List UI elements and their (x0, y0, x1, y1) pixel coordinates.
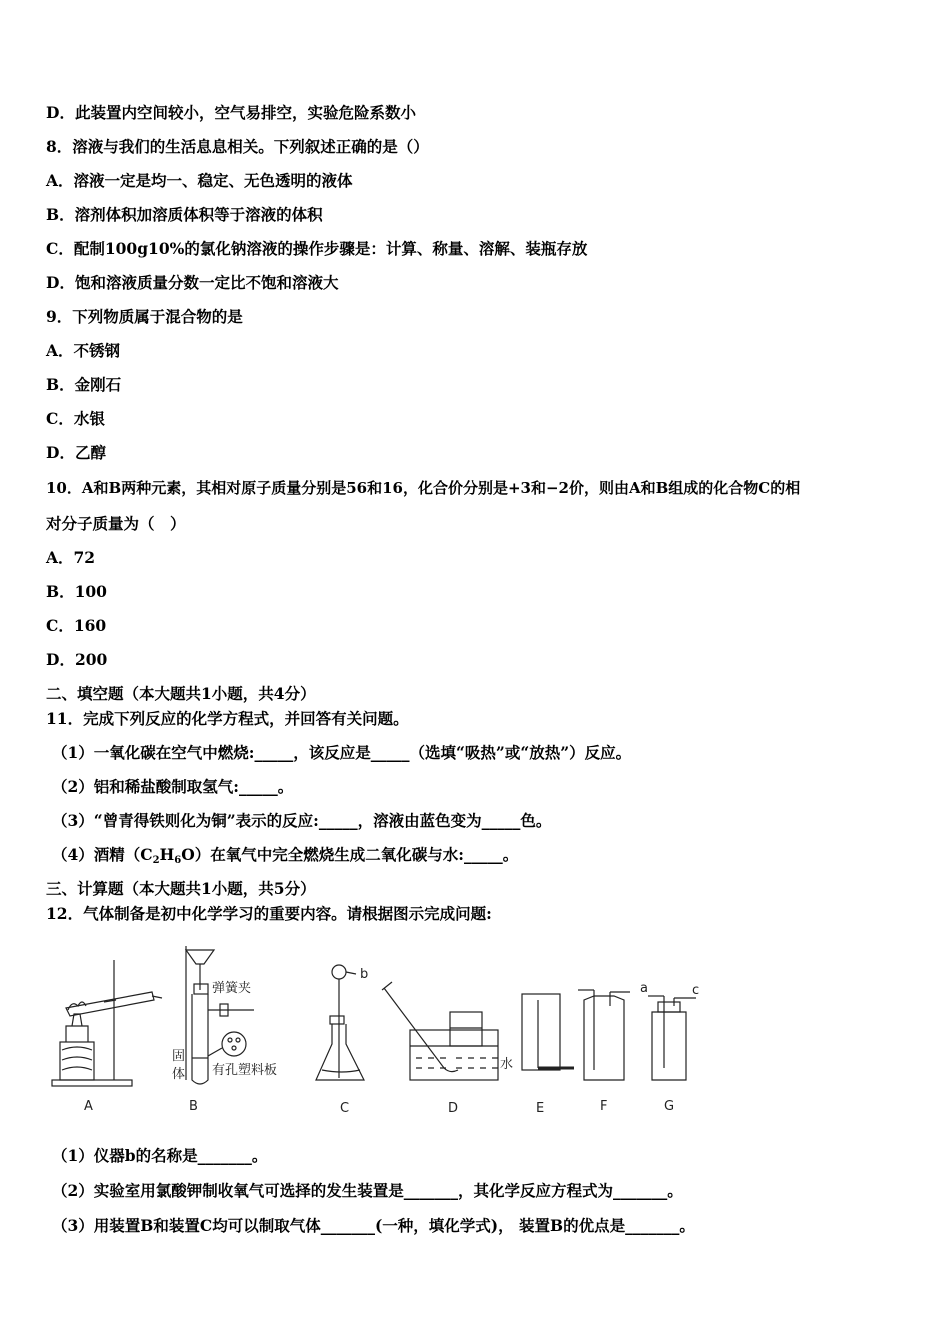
label-c-port: c (692, 983, 700, 998)
label-b-instrument: b (360, 967, 369, 982)
label-e: E (536, 1101, 545, 1116)
label-a-port: a (640, 981, 648, 996)
section3-title: 三、计算题（本大题共1小题，共5分） (46, 879, 316, 898)
q7-option-d: D．此装置内空间较小，空气易排空，实验危险系数小 (46, 103, 416, 122)
q9-option-b: B．金刚石 (46, 375, 122, 394)
apparatus-figure (44, 940, 724, 1120)
label-f: F (600, 1099, 608, 1114)
q8-option-c: C．配制100g10%的氯化钠溶液的操作步骤是：计算、称量、溶解、装瓶存放 (46, 239, 588, 258)
q10-option-a: A．72 (46, 548, 96, 567)
label-a: A (84, 1099, 93, 1114)
label-clamp: 弹簧夹 (212, 981, 252, 996)
q11-part4-sub1: 2 (152, 855, 160, 866)
q11-part1: （1）一氧化碳在空气中燃烧:_____，该反应是_____（选填“吸热”或“放热”）反应。 (52, 743, 632, 762)
q9-option-a: A．不锈钢 (46, 341, 121, 360)
q11-part3: （3）“曾青得铁则化为铜”表示的反应:_____，溶液由蓝色变为_____色。 (52, 811, 552, 830)
q11-part4-suffix: O）在氧气中完全燃烧生成二氧化碳与水:_____。 (181, 845, 519, 864)
q10-option-c: C．160 (46, 616, 107, 635)
q10-stem-line1: 10．A和B两种元素，其相对原子质量分别是56和16，化合价分别是+3和−2价，则由A和B组成的化合物C的相 (46, 479, 801, 497)
label-d: D (448, 1101, 459, 1116)
label-plate: 有孔塑料板 (212, 1063, 278, 1078)
label-solid-1: 固 (172, 1049, 186, 1064)
label-solid-2: 体 (172, 1067, 186, 1082)
apparatus-g (648, 996, 696, 1080)
q12-part1: （1）仪器b的名称是_______。 (52, 1146, 268, 1165)
label-water: 水 (500, 1057, 514, 1072)
q12-stem: 12．气体制备是初中化学学习的重要内容。请根据图示完成问题: (46, 904, 492, 923)
q10-option-d: D．200 (46, 650, 108, 669)
q12-part3: （3）用装置B和装置C均可以制取气体_______(一种，填化学式)， 装置B的优点是_______。 (52, 1216, 695, 1235)
apparatus-d (382, 982, 498, 1080)
q12-part2: （2）实验室用氯酸钾制收氧气可选择的发生装置是_______，其化学反应方程式为_______。 (52, 1181, 683, 1200)
q9-option-c: C．水银 (46, 409, 105, 428)
apparatus-f (578, 990, 630, 1080)
q9-stem: 9．下列物质属于混合物的是 (46, 307, 243, 326)
label-b: B (189, 1099, 198, 1114)
apparatus-a (52, 960, 162, 1086)
section2-title: 二、填空题（本大题共1小题，共4分） (46, 684, 316, 703)
q9-option-d: D．乙醇 (46, 443, 106, 462)
label-g: G (664, 1099, 675, 1114)
q11-part4-sub2: 6 (174, 855, 182, 866)
q11-part2: （2）铝和稀盐酸制取氢气:_____。 (52, 777, 294, 796)
q10-stem-line2: 对分子质量为（ ） (46, 514, 186, 533)
q8-stem: 8．溶液与我们的生活息息相关。下列叙述正确的是（） (46, 137, 429, 156)
label-c: C (340, 1101, 350, 1116)
q11-part4-prefix: （4）酒精（C (52, 845, 153, 864)
q10-option-b: B．100 (46, 582, 107, 601)
apparatus-c (316, 965, 364, 1080)
q11-part4 (52, 845, 518, 871)
q8-option-a: A．溶液一定是均一、稳定、无色透明的液体 (46, 171, 353, 190)
q11-stem: 11．完成下列反应的化学方程式，并回答有关问题。 (46, 709, 409, 728)
apparatus-e (522, 994, 574, 1070)
q8-option-d: D．饱和溶液质量分数一定比不饱和溶液大 (46, 273, 339, 292)
q8-option-b: B．溶剂体积加溶质体积等于溶液的体积 (46, 205, 323, 224)
q11-part4-h: H (159, 845, 175, 864)
